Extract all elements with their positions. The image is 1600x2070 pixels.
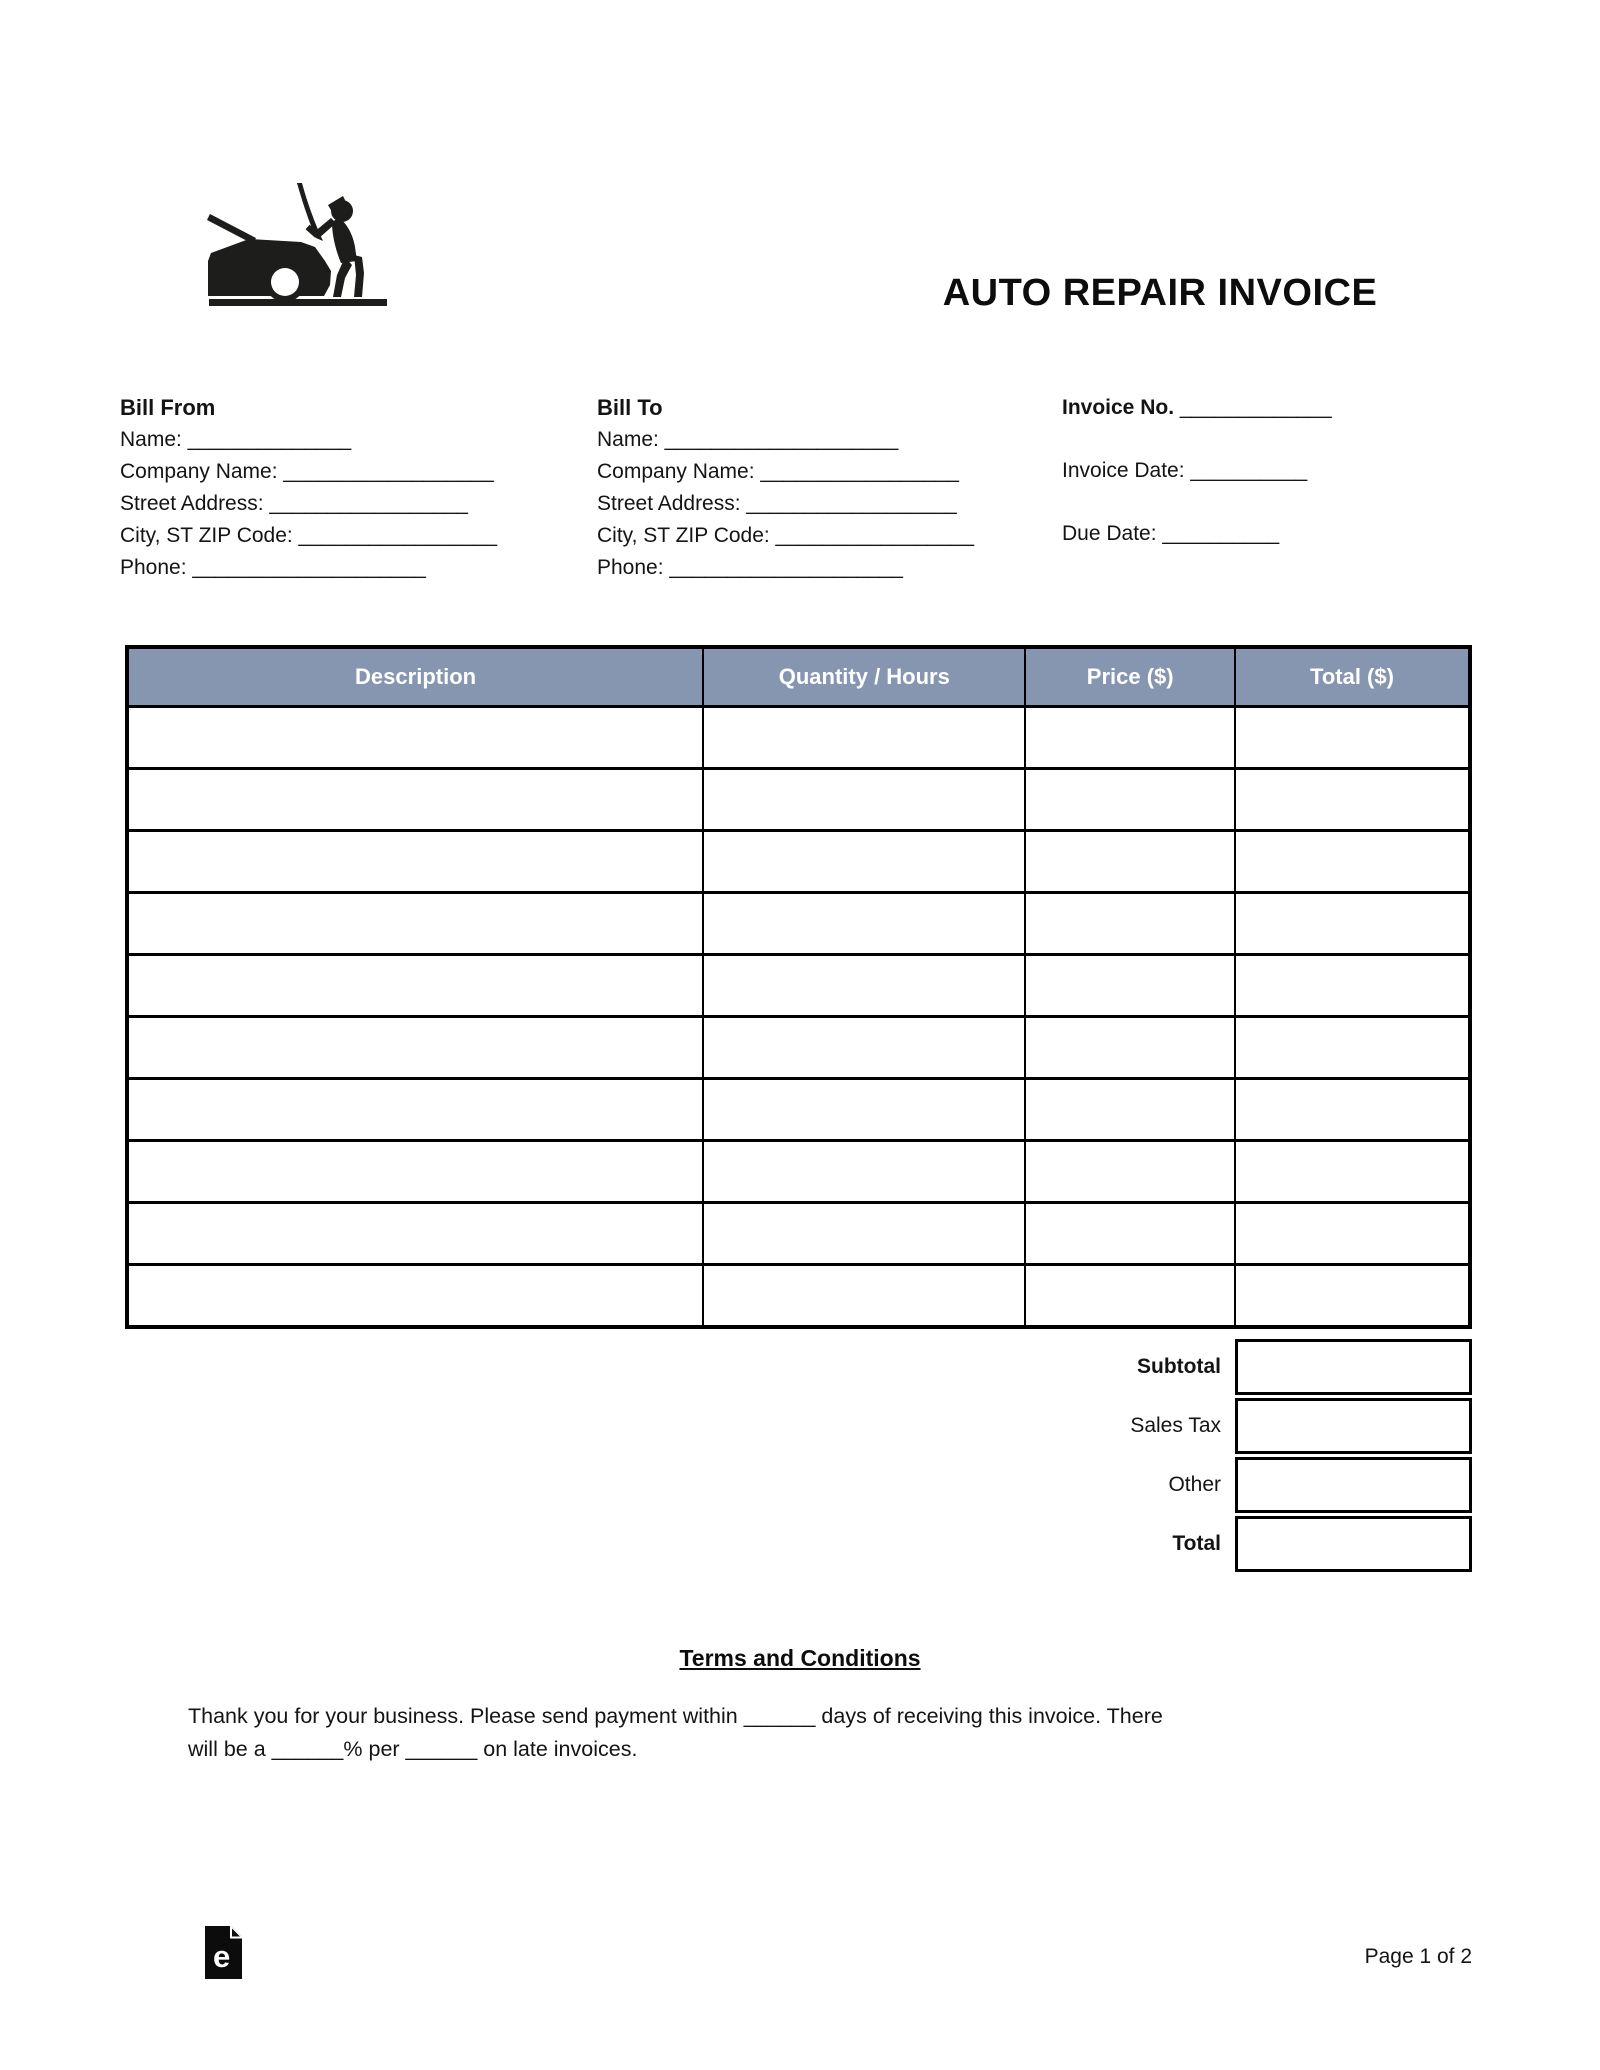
line-item-cell[interactable] <box>703 1079 1025 1141</box>
invoice-number-label: Invoice No. <box>1062 396 1175 419</box>
sales-tax-label: Sales Tax <box>1130 1414 1221 1437</box>
line-item-cell[interactable] <box>1235 831 1470 893</box>
terms-line-2: will be a ______% per ______ on late invoices. <box>188 1737 638 1761</box>
line-item-cell[interactable] <box>127 707 703 769</box>
table-row <box>127 1203 1470 1265</box>
table-row <box>127 1265 1470 1328</box>
other-label: Other <box>1168 1473 1221 1496</box>
line-item-cell[interactable] <box>127 1017 703 1079</box>
bill-to-company-field[interactable]: Company Name: _________________ <box>597 460 959 483</box>
column-header-total: Total ($) <box>1235 647 1470 707</box>
line-item-cell[interactable] <box>1025 831 1235 893</box>
line-item-cell[interactable] <box>1235 707 1470 769</box>
invoice-number-blank[interactable]: _____________ <box>1179 396 1332 419</box>
line-item-cell[interactable] <box>1235 1079 1470 1141</box>
line-item-cell[interactable] <box>127 955 703 1017</box>
total-value-box[interactable] <box>1235 1516 1472 1572</box>
table-row <box>127 1079 1470 1141</box>
line-item-cell[interactable] <box>1025 1079 1235 1141</box>
line-item-cell[interactable] <box>1235 893 1470 955</box>
table-row <box>127 893 1470 955</box>
page-number: Page 1 of 2 <box>1364 1945 1472 1968</box>
line-item-cell[interactable] <box>127 1203 703 1265</box>
bill-to-city-field[interactable]: City, ST ZIP Code: _________________ <box>597 524 975 547</box>
terms-line-1: Thank you for your business. Please send payment within ______ days of receiving this invoice. There <box>188 1704 1163 1728</box>
bill-to-phone-field[interactable]: Phone: ____________________ <box>597 556 903 579</box>
bill-from-city-field[interactable]: City, ST ZIP Code: _________________ <box>120 524 498 547</box>
line-item-cell[interactable] <box>703 1203 1025 1265</box>
total-label: Total <box>1172 1532 1221 1555</box>
line-item-cell[interactable] <box>127 1079 703 1141</box>
line-item-cell[interactable] <box>1235 1203 1470 1265</box>
line-item-cell[interactable] <box>703 1017 1025 1079</box>
invoice-number-field[interactable] <box>1062 392 1332 424</box>
line-item-cell[interactable] <box>127 769 703 831</box>
terms-heading: Terms and Conditions <box>679 1645 921 1671</box>
line-item-cell[interactable] <box>703 1265 1025 1328</box>
table-row <box>127 955 1470 1017</box>
column-header-description: Description <box>127 647 703 707</box>
line-item-cell[interactable] <box>703 1141 1025 1203</box>
subtotal-row <box>125 1339 1472 1395</box>
line-item-cell[interactable] <box>1235 1141 1470 1203</box>
eforms-logo <box>205 1926 242 1979</box>
bill-from-section <box>120 392 497 584</box>
line-item-cell[interactable] <box>1235 1017 1470 1079</box>
bill-from-company-field[interactable]: Company Name: __________________ <box>120 460 494 483</box>
column-header-price: Price ($) <box>1025 647 1235 707</box>
bill-to-section <box>597 392 974 584</box>
line-item-cell[interactable] <box>1235 769 1470 831</box>
line-item-cell[interactable] <box>1235 955 1470 1017</box>
line-item-cell[interactable] <box>127 831 703 893</box>
table-row <box>127 831 1470 893</box>
bill-to-heading: Bill To <box>597 395 663 420</box>
line-item-cell[interactable] <box>127 1141 703 1203</box>
column-header-quantity-hours: Quantity / Hours <box>703 647 1025 707</box>
sales-tax-row <box>125 1398 1472 1454</box>
other-value-box[interactable] <box>1235 1457 1472 1513</box>
invoice-date-label: Invoice Date: <box>1062 459 1185 482</box>
auto-repair-logo <box>205 183 390 311</box>
invoice-date-blank[interactable]: __________ <box>1190 459 1308 482</box>
table-row <box>127 769 1470 831</box>
summary-section <box>125 1339 1472 1575</box>
line-item-cell[interactable] <box>127 893 703 955</box>
line-item-cell[interactable] <box>703 707 1025 769</box>
line-items-table <box>125 645 1472 1329</box>
due-date-blank[interactable]: __________ <box>1162 522 1280 545</box>
bill-from-phone-field[interactable]: Phone: ____________________ <box>120 556 426 579</box>
line-item-cell[interactable] <box>703 955 1025 1017</box>
svg-text:e: e <box>213 1939 231 1974</box>
line-item-cell[interactable] <box>1235 1265 1470 1328</box>
terms-paragraph <box>188 1700 1398 1766</box>
line-item-cell[interactable] <box>1025 955 1235 1017</box>
table-row <box>127 1141 1470 1203</box>
invoice-meta-section <box>1062 392 1332 550</box>
line-items-header-row <box>127 647 1470 707</box>
line-item-cell[interactable] <box>1025 1017 1235 1079</box>
bill-to-street-field[interactable]: Street Address: __________________ <box>597 492 957 515</box>
table-row <box>127 1017 1470 1079</box>
other-row <box>125 1457 1472 1513</box>
due-date-field[interactable] <box>1062 518 1332 550</box>
page-title: AUTO REPAIR INVOICE <box>942 272 1378 314</box>
line-item-cell[interactable] <box>1025 1203 1235 1265</box>
line-item-cell[interactable] <box>1025 769 1235 831</box>
subtotal-value-box[interactable] <box>1235 1339 1472 1395</box>
due-date-label: Due Date: <box>1062 522 1157 545</box>
line-item-cell[interactable] <box>703 831 1025 893</box>
subtotal-label: Subtotal <box>1137 1355 1221 1378</box>
line-item-cell[interactable] <box>1025 1141 1235 1203</box>
mechanic-car-icon <box>205 183 390 311</box>
sales-tax-value-box[interactable] <box>1235 1398 1472 1454</box>
bill-to-name-field[interactable]: Name: ____________________ <box>597 428 899 451</box>
invoice-date-field[interactable] <box>1062 455 1332 487</box>
line-item-cell[interactable] <box>703 769 1025 831</box>
line-item-cell[interactable] <box>127 1265 703 1328</box>
bill-from-heading: Bill From <box>120 395 216 420</box>
line-item-cell[interactable] <box>1025 893 1235 955</box>
line-item-cell[interactable] <box>703 893 1025 955</box>
line-item-cell[interactable] <box>1025 707 1235 769</box>
total-row <box>125 1516 1472 1572</box>
line-items-body <box>127 707 1470 1328</box>
bill-from-name-field[interactable]: Name: ______________ <box>120 428 352 451</box>
eforms-document-icon <box>205 1926 242 1979</box>
line-item-cell[interactable] <box>1025 1265 1235 1328</box>
table-row <box>127 707 1470 769</box>
bill-from-street-field[interactable]: Street Address: _________________ <box>120 492 468 515</box>
